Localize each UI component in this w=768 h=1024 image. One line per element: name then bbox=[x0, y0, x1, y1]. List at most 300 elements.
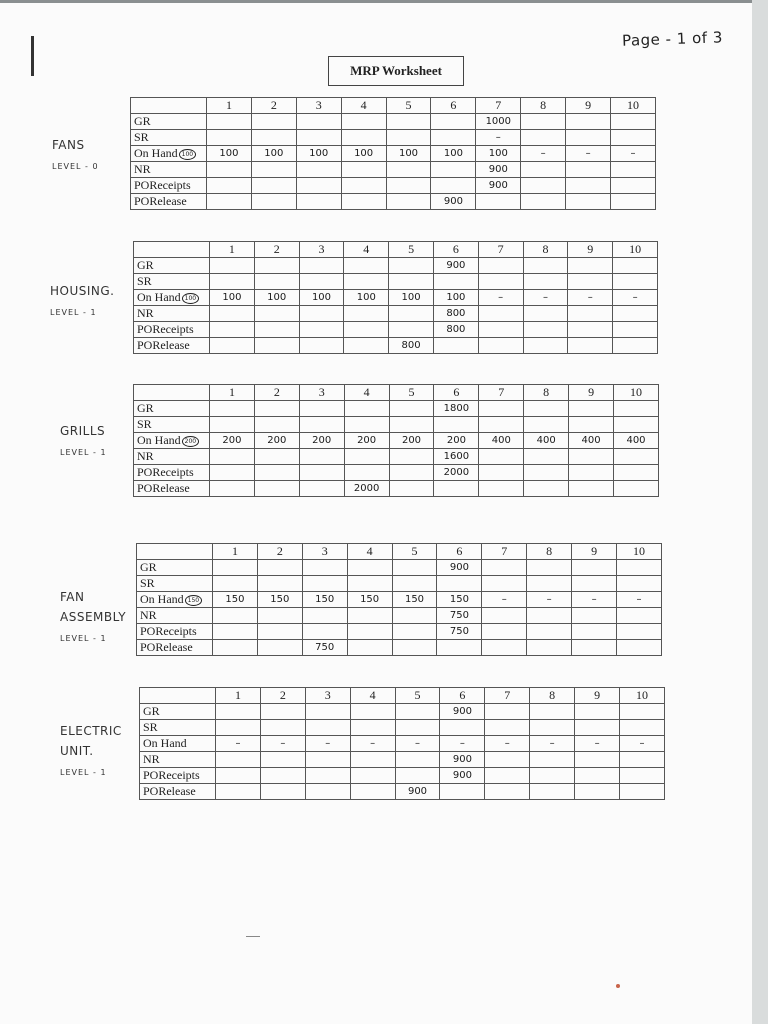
period-header: 9 bbox=[572, 544, 617, 560]
handwritten-cell: – bbox=[478, 290, 523, 306]
section-label-electric-unit bbox=[60, 720, 134, 778]
row-label bbox=[140, 736, 216, 752]
handwritten-cell bbox=[611, 114, 656, 130]
handwritten-cell bbox=[210, 338, 255, 354]
period-header: 9 bbox=[569, 385, 614, 401]
handwritten-cell bbox=[523, 306, 568, 322]
table-row bbox=[134, 401, 659, 417]
handwritten-cell: 2000 bbox=[434, 465, 479, 481]
handwritten-cell bbox=[299, 417, 344, 433]
handwritten-cell bbox=[350, 768, 395, 784]
handwritten-cell bbox=[305, 784, 350, 800]
table-row bbox=[140, 784, 665, 800]
section-level: LEVEL - 0 bbox=[52, 162, 99, 171]
handwritten-cell bbox=[344, 322, 389, 338]
period-header-row bbox=[140, 688, 665, 704]
handwritten-cell bbox=[257, 624, 302, 640]
row-label-text: GR bbox=[137, 401, 154, 415]
period-header-row bbox=[131, 98, 656, 114]
period-header: 6 bbox=[433, 242, 478, 258]
handwritten-cell bbox=[569, 481, 614, 497]
handwritten-cell bbox=[614, 417, 659, 433]
handwritten-cell bbox=[251, 114, 296, 130]
handwritten-cell bbox=[527, 576, 572, 592]
period-header: 2 bbox=[254, 385, 299, 401]
handwritten-cell bbox=[431, 130, 476, 146]
handwritten-cell: 100 bbox=[299, 290, 344, 306]
handwritten-cell bbox=[395, 768, 440, 784]
row-label bbox=[131, 146, 207, 162]
period-header: 6 bbox=[431, 98, 476, 114]
period-header: 7 bbox=[485, 688, 530, 704]
period-header: 1 bbox=[213, 544, 258, 560]
period-header: 7 bbox=[478, 242, 523, 258]
row-label bbox=[134, 417, 210, 433]
handwritten-cell bbox=[216, 704, 261, 720]
handwritten-cell bbox=[213, 560, 258, 576]
handwritten-cell bbox=[527, 608, 572, 624]
handwritten-cell bbox=[482, 576, 527, 592]
table-row bbox=[137, 624, 662, 640]
handwritten-cell bbox=[305, 720, 350, 736]
row-label-text: NR bbox=[140, 608, 157, 622]
handwritten-cell bbox=[260, 720, 305, 736]
handwritten-cell bbox=[611, 162, 656, 178]
handwritten-cell bbox=[575, 768, 620, 784]
handwritten-cell: – bbox=[566, 146, 611, 162]
row-label-text: On Hand bbox=[134, 146, 178, 160]
handwritten-cell bbox=[389, 258, 434, 274]
period-header: 2 bbox=[254, 242, 299, 258]
row-label-text: On Hand bbox=[143, 736, 187, 750]
handwritten-cell bbox=[389, 274, 434, 290]
handwritten-cell bbox=[299, 338, 344, 354]
handwritten-cell bbox=[347, 624, 392, 640]
handwritten-cell bbox=[437, 576, 482, 592]
handwritten-cell: – bbox=[521, 146, 566, 162]
handwritten-cell: 100 bbox=[389, 290, 434, 306]
row-label-text: On Hand bbox=[137, 433, 181, 447]
handwritten-cell: 900 bbox=[431, 194, 476, 210]
handwritten-cell: 900 bbox=[437, 560, 482, 576]
handwritten-cell bbox=[395, 752, 440, 768]
handwritten-cell bbox=[210, 274, 255, 290]
handwritten-cell: 200 bbox=[434, 433, 479, 449]
handwritten-cell bbox=[617, 576, 662, 592]
handwritten-cell bbox=[296, 130, 341, 146]
handwritten-cell bbox=[347, 608, 392, 624]
handwritten-cell bbox=[568, 258, 613, 274]
handwritten-cell bbox=[260, 752, 305, 768]
table-row bbox=[134, 322, 658, 338]
header-corner-cell bbox=[134, 242, 210, 258]
handwritten-cell bbox=[254, 274, 299, 290]
handwritten-cell: 900 bbox=[440, 704, 485, 720]
handwritten-cell bbox=[392, 624, 437, 640]
handwritten-cell bbox=[478, 338, 523, 354]
handwritten-cell bbox=[527, 624, 572, 640]
handwritten-cell bbox=[431, 114, 476, 130]
handwritten-cell bbox=[611, 194, 656, 210]
handwritten-cell: 150 bbox=[437, 592, 482, 608]
handwritten-cell bbox=[530, 784, 575, 800]
handwritten-cell bbox=[566, 114, 611, 130]
handwritten-cell bbox=[566, 162, 611, 178]
handwritten-cell: 900 bbox=[433, 258, 478, 274]
mrp-table-fan-assembly bbox=[136, 543, 662, 656]
period-header-row bbox=[134, 385, 659, 401]
row-label bbox=[137, 640, 213, 656]
handwritten-cell bbox=[569, 417, 614, 433]
table-row bbox=[134, 465, 659, 481]
handwritten-cell bbox=[479, 417, 524, 433]
handwritten-cell: – bbox=[568, 290, 613, 306]
mrp-table-grills bbox=[133, 384, 659, 497]
period-header: 6 bbox=[440, 688, 485, 704]
row-label-text: GR bbox=[140, 560, 157, 574]
period-header: 1 bbox=[210, 385, 255, 401]
handwritten-cell bbox=[521, 162, 566, 178]
handwritten-cell bbox=[482, 640, 527, 656]
handwritten-cell: 400 bbox=[479, 433, 524, 449]
period-header: 10 bbox=[614, 385, 659, 401]
handwritten-cell bbox=[479, 481, 524, 497]
handwritten-cell bbox=[216, 752, 261, 768]
period-header: 5 bbox=[386, 98, 431, 114]
handwritten-cell bbox=[347, 560, 392, 576]
row-label-text: PORelease bbox=[143, 784, 196, 798]
handwritten-cell: 150 bbox=[347, 592, 392, 608]
handwritten-cell bbox=[341, 130, 386, 146]
handwritten-cell bbox=[210, 401, 255, 417]
row-label-text: NR bbox=[137, 306, 154, 320]
handwritten-cell bbox=[614, 481, 659, 497]
handwritten-cell: 1000 bbox=[476, 114, 521, 130]
handwritten-cell: 400 bbox=[524, 433, 569, 449]
handwritten-cell: 1800 bbox=[434, 401, 479, 417]
handwritten-cell: 200 bbox=[210, 433, 255, 449]
period-header: 10 bbox=[620, 688, 665, 704]
period-header: 9 bbox=[575, 688, 620, 704]
handwritten-cell: 150 bbox=[392, 592, 437, 608]
table-row bbox=[134, 449, 659, 465]
period-header: 3 bbox=[305, 688, 350, 704]
handwritten-cell bbox=[350, 784, 395, 800]
handwritten-cell bbox=[213, 624, 258, 640]
handwritten-cell: 900 bbox=[440, 752, 485, 768]
row-label-text: POReceipts bbox=[134, 178, 191, 192]
handwritten-cell bbox=[527, 560, 572, 576]
row-label-text: SR bbox=[137, 417, 152, 431]
handwritten-cell bbox=[575, 752, 620, 768]
row-label bbox=[131, 194, 207, 210]
row-label-text: SR bbox=[143, 720, 158, 734]
handwritten-cell bbox=[485, 784, 530, 800]
handwritten-cell: 100 bbox=[341, 146, 386, 162]
handwritten-cell bbox=[350, 704, 395, 720]
handwritten-cell bbox=[434, 481, 479, 497]
period-header: 10 bbox=[613, 242, 658, 258]
handwritten-cell bbox=[572, 576, 617, 592]
circled-initial-inventory: 100 bbox=[182, 293, 199, 304]
handwritten-cell bbox=[386, 178, 431, 194]
handwritten-cell bbox=[210, 481, 255, 497]
handwritten-cell bbox=[344, 338, 389, 354]
handwritten-cell: 1600 bbox=[434, 449, 479, 465]
handwritten-cell: 900 bbox=[395, 784, 440, 800]
period-header: 7 bbox=[479, 385, 524, 401]
period-header-row bbox=[137, 544, 662, 560]
section-name: GRILLS bbox=[60, 424, 106, 438]
period-header: 9 bbox=[566, 98, 611, 114]
row-label-text: POReceipts bbox=[137, 322, 194, 336]
handwritten-cell bbox=[344, 401, 389, 417]
handwritten-cell bbox=[251, 162, 296, 178]
period-header: 4 bbox=[344, 242, 389, 258]
handwritten-cell bbox=[617, 640, 662, 656]
row-label bbox=[131, 130, 207, 146]
handwritten-cell bbox=[251, 194, 296, 210]
handwritten-cell: – bbox=[527, 592, 572, 608]
period-header: 5 bbox=[392, 544, 437, 560]
handwritten-cell bbox=[620, 704, 665, 720]
handwritten-cell bbox=[614, 449, 659, 465]
handwritten-cell bbox=[569, 449, 614, 465]
period-header: 4 bbox=[344, 385, 389, 401]
handwritten-cell bbox=[299, 481, 344, 497]
handwritten-cell bbox=[341, 194, 386, 210]
row-label bbox=[140, 704, 216, 720]
table-row bbox=[134, 481, 659, 497]
table-row bbox=[131, 114, 656, 130]
handwritten-cell bbox=[389, 465, 434, 481]
handwritten-cell bbox=[482, 560, 527, 576]
handwritten-cell bbox=[568, 306, 613, 322]
period-header: 2 bbox=[260, 688, 305, 704]
handwritten-cell bbox=[254, 258, 299, 274]
table-row bbox=[140, 736, 665, 752]
row-label-text: SR bbox=[134, 130, 149, 144]
handwritten-cell bbox=[568, 338, 613, 354]
handwritten-cell bbox=[485, 752, 530, 768]
handwritten-cell bbox=[213, 576, 258, 592]
row-label bbox=[134, 290, 210, 306]
handwritten-cell bbox=[521, 194, 566, 210]
handwritten-cell: 750 bbox=[302, 640, 347, 656]
row-label bbox=[131, 162, 207, 178]
handwritten-cell bbox=[251, 178, 296, 194]
handwritten-cell bbox=[260, 784, 305, 800]
handwritten-cell bbox=[299, 401, 344, 417]
handwritten-cell bbox=[433, 274, 478, 290]
handwritten-cell bbox=[440, 784, 485, 800]
handwritten-cell bbox=[613, 338, 658, 354]
handwritten-cell bbox=[569, 465, 614, 481]
handwritten-cell bbox=[478, 306, 523, 322]
handwritten-cell: – bbox=[482, 592, 527, 608]
handwritten-cell: 400 bbox=[614, 433, 659, 449]
handwritten-cell bbox=[572, 624, 617, 640]
handwritten-cell bbox=[613, 322, 658, 338]
period-header: 5 bbox=[389, 242, 434, 258]
handwritten-cell bbox=[440, 720, 485, 736]
handwritten-cell bbox=[482, 608, 527, 624]
handwritten-cell bbox=[521, 114, 566, 130]
row-label-text: NR bbox=[137, 449, 154, 463]
handwritten-cell bbox=[572, 560, 617, 576]
row-label bbox=[137, 608, 213, 624]
handwritten-cell bbox=[210, 258, 255, 274]
row-label-text: GR bbox=[134, 114, 151, 128]
handwritten-cell: 100 bbox=[433, 290, 478, 306]
table-row bbox=[140, 704, 665, 720]
handwritten-cell bbox=[437, 640, 482, 656]
row-label bbox=[137, 624, 213, 640]
handwritten-cell bbox=[216, 784, 261, 800]
row-label-text: POReceipts bbox=[137, 465, 194, 479]
row-label bbox=[137, 576, 213, 592]
handwritten-cell bbox=[478, 258, 523, 274]
handwritten-cell: 750 bbox=[437, 624, 482, 640]
period-header: 8 bbox=[521, 98, 566, 114]
handwritten-cell bbox=[524, 465, 569, 481]
table-row bbox=[137, 560, 662, 576]
mrp-table-electric-unit bbox=[139, 687, 665, 800]
handwritten-cell bbox=[389, 322, 434, 338]
period-header: 1 bbox=[210, 242, 255, 258]
worksheet-title: MRP Worksheet bbox=[328, 56, 464, 86]
handwritten-cell bbox=[254, 338, 299, 354]
section-level: LEVEL - 1 bbox=[60, 768, 107, 777]
handwritten-cell: 100 bbox=[431, 146, 476, 162]
handwritten-cell bbox=[611, 130, 656, 146]
table-row bbox=[131, 146, 656, 162]
handwritten-cell bbox=[530, 704, 575, 720]
period-header: 3 bbox=[296, 98, 341, 114]
section-level: LEVEL - 1 bbox=[60, 448, 107, 457]
handwritten-cell bbox=[210, 417, 255, 433]
handwritten-cell bbox=[613, 274, 658, 290]
handwritten-cell bbox=[207, 178, 252, 194]
stray-mark bbox=[246, 936, 260, 937]
handwritten-cell bbox=[344, 417, 389, 433]
row-label bbox=[134, 465, 210, 481]
handwritten-cell bbox=[620, 720, 665, 736]
handwritten-cell bbox=[386, 162, 431, 178]
period-header: 4 bbox=[341, 98, 386, 114]
handwritten-cell bbox=[395, 720, 440, 736]
row-label bbox=[134, 274, 210, 290]
handwritten-cell bbox=[210, 465, 255, 481]
handwritten-cell bbox=[389, 417, 434, 433]
handwritten-cell bbox=[296, 162, 341, 178]
handwritten-cell: 900 bbox=[476, 178, 521, 194]
handwritten-cell bbox=[207, 162, 252, 178]
handwritten-cell: 100 bbox=[344, 290, 389, 306]
handwritten-cell bbox=[216, 720, 261, 736]
handwritten-cell bbox=[344, 258, 389, 274]
handwritten-cell bbox=[614, 465, 659, 481]
period-header: 9 bbox=[568, 242, 613, 258]
handwritten-cell bbox=[299, 449, 344, 465]
handwritten-cell bbox=[479, 401, 524, 417]
handwritten-cell: – bbox=[523, 290, 568, 306]
header-corner-cell bbox=[137, 544, 213, 560]
handwritten-cell bbox=[386, 130, 431, 146]
handwritten-cell bbox=[207, 114, 252, 130]
row-label-text: SR bbox=[137, 274, 152, 288]
row-label-text: SR bbox=[140, 576, 155, 590]
table-row bbox=[131, 194, 656, 210]
period-header: 4 bbox=[347, 544, 392, 560]
handwritten-cell bbox=[392, 608, 437, 624]
handwritten-cell: 800 bbox=[433, 306, 478, 322]
period-header: 7 bbox=[482, 544, 527, 560]
handwritten-cell bbox=[620, 768, 665, 784]
period-header: 5 bbox=[389, 385, 434, 401]
row-label bbox=[131, 178, 207, 194]
section-label-housing bbox=[50, 280, 115, 318]
mrp-table-housing bbox=[133, 241, 658, 354]
handwritten-cell: 900 bbox=[476, 162, 521, 178]
handwritten-cell: 200 bbox=[299, 433, 344, 449]
header-corner-cell bbox=[134, 385, 210, 401]
row-label bbox=[134, 258, 210, 274]
section-level: LEVEL - 1 bbox=[50, 308, 97, 317]
handwritten-cell bbox=[530, 720, 575, 736]
handwritten-cell bbox=[389, 401, 434, 417]
handwritten-cell: 200 bbox=[254, 433, 299, 449]
period-header: 7 bbox=[476, 98, 521, 114]
section-name: ELECTRIC UNIT. bbox=[60, 724, 122, 758]
handwritten-cell bbox=[575, 704, 620, 720]
handwritten-cell: – bbox=[617, 592, 662, 608]
table-row bbox=[131, 178, 656, 194]
handwritten-cell bbox=[434, 417, 479, 433]
handwritten-cell bbox=[207, 194, 252, 210]
table-row bbox=[137, 640, 662, 656]
period-header: 6 bbox=[437, 544, 482, 560]
row-label bbox=[131, 114, 207, 130]
handwritten-cell bbox=[254, 322, 299, 338]
handwritten-cell: – bbox=[305, 736, 350, 752]
handwritten-cell bbox=[257, 608, 302, 624]
table-row bbox=[134, 274, 658, 290]
row-label-text: PORelease bbox=[140, 640, 193, 654]
handwritten-cell bbox=[210, 322, 255, 338]
circled-initial-inventory: 150 bbox=[185, 595, 202, 606]
row-label-text: PORelease bbox=[137, 338, 190, 352]
period-header: 2 bbox=[257, 544, 302, 560]
handwritten-cell bbox=[254, 465, 299, 481]
handwritten-cell bbox=[485, 704, 530, 720]
handwritten-cell: – bbox=[530, 736, 575, 752]
handwritten-cell bbox=[524, 449, 569, 465]
handwritten-cell: 150 bbox=[302, 592, 347, 608]
handwritten-cell bbox=[347, 640, 392, 656]
handwritten-cell bbox=[395, 704, 440, 720]
handwritten-cell bbox=[524, 481, 569, 497]
handwritten-cell bbox=[207, 130, 252, 146]
handwritten-cell bbox=[521, 178, 566, 194]
handwritten-cell bbox=[478, 322, 523, 338]
period-header: 4 bbox=[350, 688, 395, 704]
handwritten-cell bbox=[254, 306, 299, 322]
handwritten-cell: – bbox=[395, 736, 440, 752]
handwritten-cell bbox=[257, 640, 302, 656]
handwritten-cell bbox=[344, 465, 389, 481]
handwritten-cell bbox=[341, 178, 386, 194]
